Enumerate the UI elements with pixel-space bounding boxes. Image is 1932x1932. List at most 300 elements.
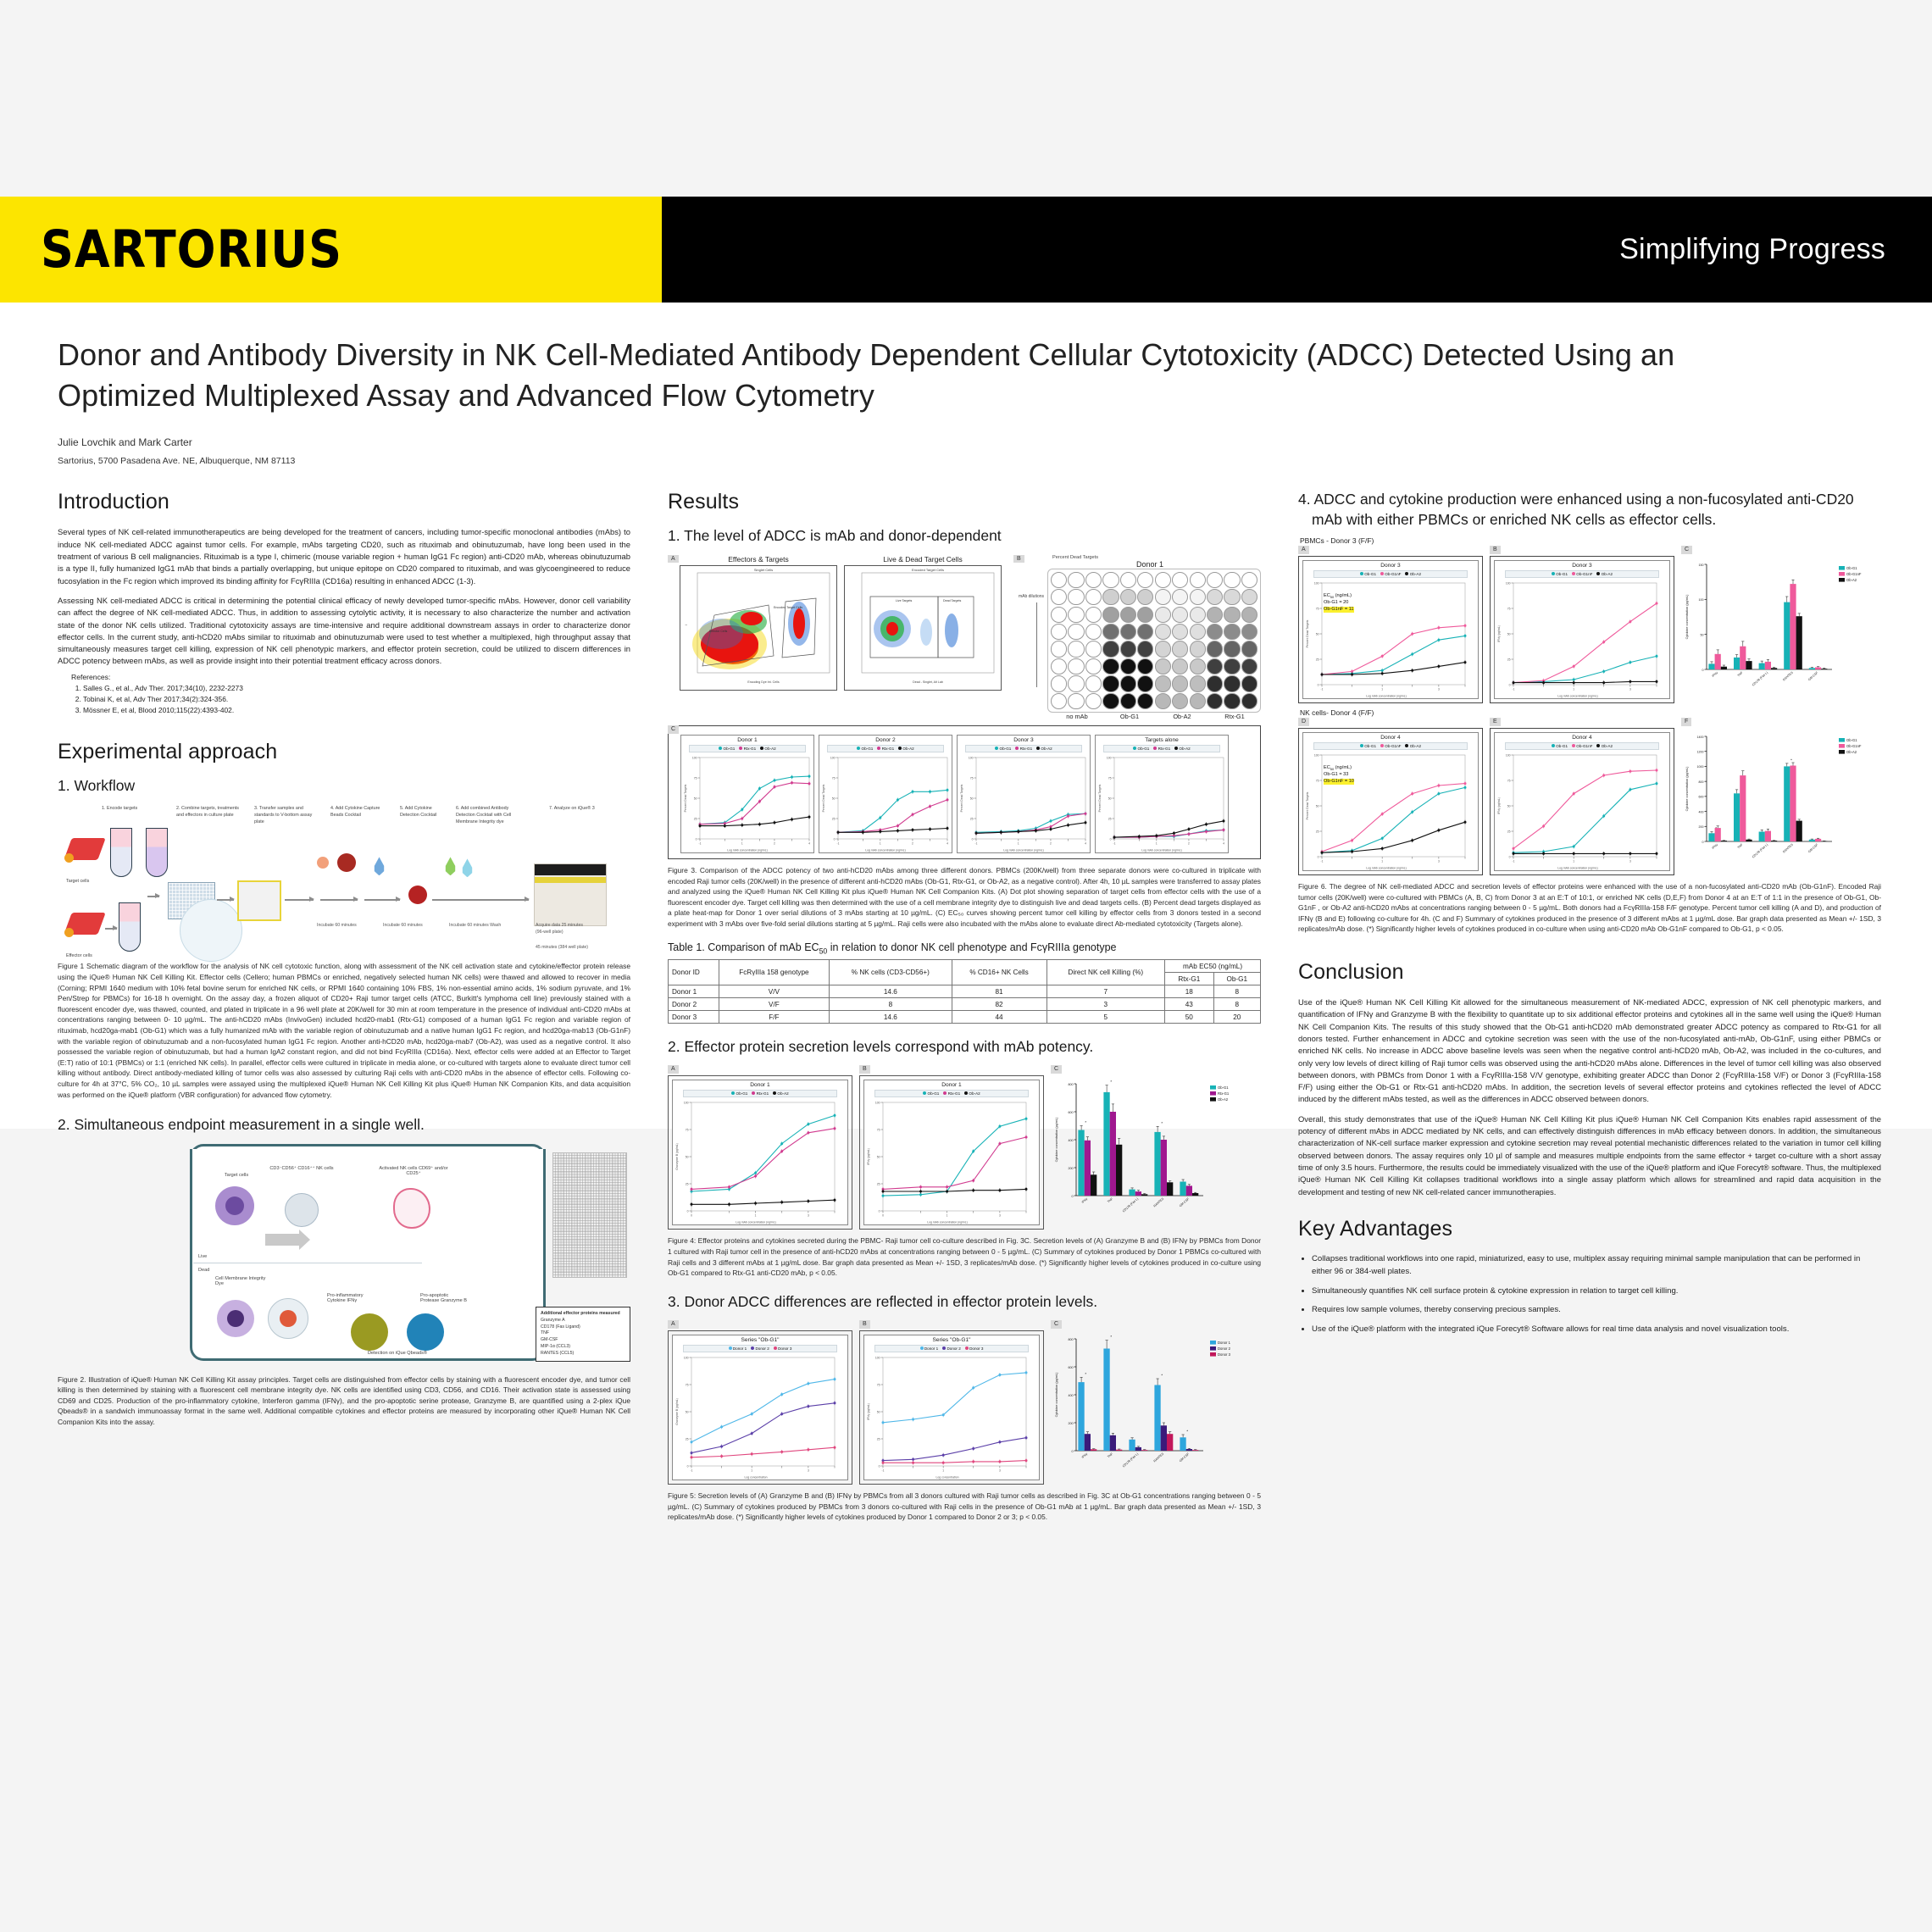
panel-label-b-f4: B: [859, 1065, 870, 1074]
svg-text:Encoded Target Cells: Encoded Target Cells: [912, 567, 944, 572]
svg-text:IFNγ (pg/mL): IFNγ (pg/mL): [867, 1148, 870, 1166]
svg-text:50: 50: [1108, 797, 1112, 801]
svg-text:Singlet Cells: Singlet Cells: [753, 567, 774, 572]
heatmap-well: [1085, 693, 1102, 709]
heatmap-well: [1241, 572, 1257, 588]
conclusion-paragraph-2: Overall, this study demonstrates that use of the iQue® Human NK Cell Killing Kit plus iQue® Human NK Cell Companion Kits enables rapid assessment of the potency of different mAbs in ADCC mediated by NK cells, and can effectively distinguish differences in mAb efficacy between donors. In addition, the simultaneous characterization of NK-cell surface marker expression and cytokine secretion may reveal potential mechanistic differences related to the variation in tumor cell killing observed between donors. The assay requires only 10 µl of sample and measures multiple endpoints from the same effector + target co-culture with a short assay time of only 3.5 hours. Furthermore, the results could be immediately visualized with the use of the iQue® platform and iQue Forecyt® software. Thus, the multiplexed iQue® Human NK Cell Killing Kit collapses traditional workflows into a single assay platform which allows for streamlined and rapid data acquisition in the development and testing of new NK cell-related cancer immunotherapies.: [1298, 1113, 1881, 1196]
legend-entry: Ob-A2: [964, 1091, 980, 1096]
heatmap-well: [1051, 658, 1067, 675]
brand-header: [0, 197, 1932, 303]
svg-text:75: 75: [1315, 779, 1319, 783]
heatmap-well: [1155, 572, 1171, 588]
heatmap-well: [1172, 624, 1188, 640]
svg-text:200: 200: [1698, 825, 1704, 830]
heatmap-col-label: no mAb: [1066, 713, 1088, 721]
figure-6-row-2: [1298, 718, 1881, 875]
svg-text:Ob-A2: Ob-A2: [1846, 750, 1857, 755]
svg-text:1200: 1200: [1696, 750, 1704, 754]
heatmap-well: [1120, 607, 1136, 623]
heatmap-well: [1155, 589, 1171, 605]
heatmap-well: [1224, 658, 1240, 675]
svg-text:IFNγ: IFNγ: [1080, 1452, 1089, 1459]
svg-text:75: 75: [1315, 607, 1319, 611]
svg-text:1: 1: [741, 841, 743, 846]
legend-item: GM-CSF: [541, 1337, 558, 1343]
svg-text:RANTES: RANTES: [1782, 670, 1794, 682]
heatmap-well: [1085, 572, 1102, 588]
heatmap-well: [1207, 675, 1223, 691]
svg-text:Percent Dead Targets: Percent Dead Targets: [1098, 784, 1102, 813]
heatmap-col-label: Ob-A2: [1173, 713, 1191, 721]
panel-label-c-f6: C: [1681, 546, 1692, 554]
figure-4-panel-a: [668, 1065, 852, 1230]
svg-text:CD178 (Fas L): CD178 (Fas L): [1751, 670, 1769, 687]
svg-text:100: 100: [1698, 598, 1704, 602]
intro-paragraph-2: Assessing NK cell-mediated ADCC is critical in determining the potential clinical efficacy of newly developed tumor-specific mAbs. However, donor cell variability can affect the degree of NK cell-mediated ADCC. Thus, in addition to assessing cytolytic activity, it is necessary to also characterize the number and activation state of the donor NK cells utilized. Traditional cytotoxicity assays are time-intensive and require additional downstream assays in order to characterize donor effector cells. In the current study, anti-hCD20 mAbs similar to rituximab and obinutuzumab were used to test whether a multiplexed, high throughput assay that simultaneously measures target cell killing, expression of NK cell phenotypic markers, and effector protein secretion, could be utilized to discern differences in ADCC potency between mAbs, as well as provide insight into their potential treatment efficacy across donors.: [58, 595, 630, 666]
th-genotype: FcRγIIIa 158 genotype: [719, 960, 830, 985]
svg-text:GM-CSF: GM-CSF: [1178, 1197, 1191, 1208]
th-direct-killing: Direct NK cell Killing (%): [1046, 960, 1165, 985]
svg-text:Log mAb concentration (ng/mL): Log mAb concentration (ng/mL): [927, 1220, 968, 1224]
legend-entry: Donor 2: [751, 1346, 769, 1351]
table-cell: 81: [952, 985, 1046, 998]
chart-legend: [1313, 742, 1467, 750]
heatmap-well: [1155, 607, 1171, 623]
svg-text:-1: -1: [1113, 841, 1116, 846]
heatmap-well: [1051, 589, 1067, 605]
line-chart-wrap: [863, 1080, 1040, 1225]
workflow-step-6: 6. Add combined Antibody Detection Cocktail with Cell Membrane Integrity dye: [456, 806, 512, 825]
line-chart-wrap: [672, 1080, 848, 1225]
th-nk-pct: % NK cells (CD3-CD56+): [830, 960, 952, 985]
svg-text:50: 50: [831, 797, 836, 801]
figure-4-row: [668, 1065, 1261, 1230]
svg-text:75: 75: [1108, 776, 1112, 780]
heatmap-well: [1190, 693, 1206, 709]
svg-text:800: 800: [1068, 1337, 1074, 1341]
figure-3c-panel: [1095, 735, 1229, 853]
svg-text:25: 25: [831, 817, 836, 821]
svg-text:CD178 (Fas L): CD178 (Fas L): [1121, 1197, 1140, 1213]
panel-b-toplabel: Percent Dead Targets: [1052, 554, 1099, 560]
heatmap-well: [1102, 589, 1119, 605]
svg-text:100: 100: [683, 1102, 689, 1106]
table-cell: 7: [1046, 985, 1165, 998]
figure-2-assay-principles: [58, 1144, 630, 1368]
culture-dish-icon: [180, 899, 242, 962]
transition-arrow-icon: [265, 1234, 299, 1246]
panel-title: Donor 4: [1572, 735, 1592, 741]
effector-tube-icon: [119, 902, 141, 952]
figure-4-panel-c: [1051, 1065, 1261, 1224]
line-chart-svg: [673, 1097, 839, 1224]
figure-3c-panel: [819, 735, 952, 853]
svg-text:600: 600: [1068, 1365, 1074, 1369]
figure-5b-chart: [859, 1330, 1044, 1485]
table-cell: 14.6: [830, 1011, 952, 1024]
svg-text:I: I: [685, 624, 688, 625]
legend-item: MIP-1α (CCL3): [541, 1343, 570, 1349]
column-results: [668, 490, 1261, 1523]
workflow-step-7: 7. Analyze on iQue® 3: [549, 806, 595, 812]
arrow-icon: [147, 896, 159, 897]
legend-item: CD178 (Fas Ligand): [541, 1324, 580, 1330]
reference-item: 1. Salles G., et al., Adv Ther. 2017;34(10), 2232-2273: [83, 683, 630, 694]
column-conclusion: [1298, 490, 1881, 1523]
svg-text:1: 1: [1573, 859, 1575, 863]
svg-text:GM-CSF: GM-CSF: [1178, 1452, 1191, 1463]
svg-text:100: 100: [1313, 581, 1319, 586]
svg-text:-1: -1: [698, 841, 702, 846]
label-dead: Dead: [198, 1267, 210, 1273]
line-chart-wrap: [1302, 560, 1479, 699]
svg-text:Ob-G1: Ob-G1: [1218, 1085, 1229, 1091]
fig6-row1-label: PBMCs - Donor 3 (F/F): [1300, 536, 1374, 545]
legend-entry: Ob-G1: [1133, 747, 1149, 751]
acquire-note-1: Acquire data 25 minutes (96-well plate): [536, 923, 583, 935]
chart-legend: [683, 1345, 836, 1352]
legend-entry: Rtx-G1: [752, 1091, 769, 1096]
references-list: [71, 683, 630, 716]
brand-yellow-block: [0, 197, 662, 303]
svg-text:Donor 1: Donor 1: [1218, 1341, 1230, 1346]
svg-text:*: *: [1186, 1429, 1189, 1434]
table-cell: 82: [952, 998, 1046, 1011]
bar-chart-wrap: [1681, 728, 1881, 870]
figure-6d-chart: [1298, 728, 1483, 875]
table-1: [668, 959, 1261, 1024]
svg-text:3: 3: [998, 1468, 1001, 1473]
legend-entry: Ob-G1: [1552, 572, 1568, 576]
svg-text:-1: -1: [1320, 687, 1324, 691]
svg-text:0: 0: [882, 1213, 884, 1218]
panel-b-ylabel: mAb dilutions: [1018, 594, 1044, 600]
fig6-row2-label: NK cells- Donor 4 (F/F): [1300, 708, 1374, 717]
svg-text:*: *: [1161, 1373, 1163, 1378]
svg-text:Log mAb concentration (ng/mL): Log mAb concentration (ng/mL): [1366, 694, 1407, 698]
heatmap-well: [1207, 589, 1223, 605]
svg-text:Effector Cells: Effector Cells: [709, 629, 728, 633]
workflow-step-4: 4. Add Cytokine Capture Beads Cocktail: [330, 806, 380, 819]
figure-3c-chart-row: [668, 725, 1261, 859]
svg-text:*: *: [1161, 1121, 1163, 1126]
ec50-header-2: $EC_{50}$ (ng/mL): [1324, 765, 1352, 772]
legend-entry: Ob-G1: [995, 747, 1011, 751]
legend-entry: Rtx-G1: [1153, 747, 1170, 751]
svg-text:2: 2: [774, 841, 775, 846]
panel-label-a-f4: A: [668, 1065, 679, 1074]
arrow-icon: [285, 899, 314, 900]
svg-text:Rtx-G1: Rtx-G1: [1218, 1091, 1230, 1096]
svg-text:50: 50: [1507, 804, 1511, 808]
panel-label-c-f4: C: [1051, 1065, 1062, 1074]
svg-text:100: 100: [874, 1356, 880, 1360]
svg-text:0: 0: [833, 837, 836, 841]
heatmap-well: [1241, 675, 1257, 691]
chart-legend: [874, 1345, 1028, 1352]
figure-5-panel-a: [668, 1320, 852, 1485]
line-chart-svg: [1096, 752, 1228, 852]
svg-text:0: 0: [691, 1213, 692, 1218]
table-cell: 14.6: [830, 985, 952, 998]
target-cell-nucleus: [225, 1196, 244, 1215]
svg-text:25: 25: [685, 1437, 689, 1441]
heatmap-well: [1241, 607, 1257, 623]
svg-text:Cytokine concentration (pg/mL): Cytokine concentration (pg/mL): [1685, 766, 1689, 812]
svg-text:Log mAb concentration (ng/mL): Log mAb concentration (ng/mL): [736, 1220, 776, 1224]
heatmap-well: [1068, 693, 1084, 709]
svg-text:75: 75: [969, 776, 974, 780]
panel-a-title-1: Effectors & Targets: [728, 554, 789, 564]
svg-text:400: 400: [1698, 810, 1704, 814]
table-cell: 50: [1165, 1011, 1214, 1024]
chart-legend: [1505, 742, 1658, 750]
chart-legend: [1313, 570, 1467, 578]
th-cd16-pct: % CD16+ NK Cells: [952, 960, 1046, 985]
figure-6-panel-e: [1490, 718, 1674, 875]
svg-text:GM-CSF: GM-CSF: [1807, 842, 1819, 854]
dead-cell-nucleus: [227, 1310, 244, 1327]
svg-text:100: 100: [683, 1356, 689, 1360]
svg-text:0: 0: [686, 1464, 689, 1468]
figure-6-panel-c: [1681, 546, 1881, 698]
figure-2-caption: Figure 2. Illustration of iQue® Human NK Cell Killing Kit assay principles. Target cells are distinguished from effector cells by staining with a fluorescent encoder dye, and tumor cell killing is then determined by staining with a fluorescent cell membrane integrity dye. NK cells are identified using CD3, CD56, and CD16. Their activation state is assessed using CD69 and CD25. Production of the pro-inflammatory cytokine, Interferon gamma (IFNγ), and the pro-apoptotic serine protease, Granzyme B, are quantified using a 2-plex iQue Qbeads® in a sandwich immunoassay format in the same well. Additional compatible cytokines and effector proteins are measured by incorporating other iQue® Human NK Cell Companion Kits into the assay.: [58, 1374, 630, 1426]
incubation-note-3: Incubate 60 minutes Wash: [449, 923, 502, 929]
svg-text:75: 75: [685, 1383, 689, 1387]
heatmap-well: [1207, 572, 1223, 588]
workflow-step-5: 5. Add Cytokine Detection Cocktail: [400, 806, 437, 819]
key-advantage-item: • Use of the iQue® platform with the integrated iQue Forecyt® Software allows for real time data analysis and novel visualization tools.: [1312, 1324, 1881, 1336]
svg-text:0: 0: [1071, 1195, 1074, 1199]
line-chart-svg: [1495, 750, 1661, 870]
panel-title: Donor 3: [1380, 563, 1401, 569]
reference-item: 2. Tobinai K, et al, Adv Ther 2017;34(2):324-356.: [83, 694, 630, 705]
svg-text:50: 50: [693, 797, 697, 801]
svg-text:IFNγ (pg/mL): IFNγ (pg/mL): [1497, 625, 1501, 642]
legend-entry: Ob-G1: [923, 1091, 939, 1096]
svg-text:25: 25: [969, 817, 974, 821]
heatmap-well: [1224, 624, 1240, 640]
heatmap-well: [1051, 624, 1067, 640]
svg-text:0: 0: [695, 837, 697, 841]
panel-label-a-f6: A: [1298, 546, 1309, 554]
svg-text:0: 0: [1508, 683, 1511, 687]
heatmap-well: [1190, 607, 1206, 623]
svg-text:25: 25: [1315, 658, 1319, 662]
panel-title: Donor 1: [750, 1082, 770, 1089]
heatmap-well: [1241, 589, 1257, 605]
table-cell: Donor 3: [669, 1011, 719, 1024]
svg-text:3: 3: [998, 1213, 1001, 1218]
heatmap-well: [1068, 607, 1084, 623]
workflow-step-3: 3. Transfer samples and standards to V-bottom assay plate: [254, 806, 313, 825]
svg-text:Cytokine concentration (pg/mL): Cytokine concentration (pg/mL): [1685, 594, 1689, 640]
bar-chart-svg: [1681, 556, 1881, 698]
table-header-row: [669, 960, 1261, 973]
heatmap-well: [1102, 572, 1119, 588]
heatmap-well: [1224, 675, 1240, 691]
heatmap-well: [1068, 572, 1084, 588]
key-advantage-item: • Simultaneously quantifies NK cell surface protein & cytokine expression in relation to target cell killing.: [1312, 1285, 1881, 1298]
heatmap-well: [1120, 675, 1136, 691]
svg-text:*: *: [1110, 1080, 1113, 1085]
intro-paragraph-1: Several types of NK cell-related immunotherapeutics are being developed for the treatment of cancers, including tumor-specific monoclonal antibodies (mAbs) to induce NK cell-mediated ADCC against tumor cells. For example, mAbs targeting CD20, such as rituximab and obinutuzumab, have long been used in the treatment of various B cell malignancies. Rituximab is a type I, chimeric (mouse variable region + human IgG1 Fc region) anti-CD20 mAb, whereas obinutuzumab is a type II, fully humanized IgG1 mAb that binds a partially overlapping, but unique epitope on CD20 compared to rituximab, and was glycoengineered to reduce fucosylation in the Fc region which improved its binding affinity for FcγRIIIa (CD16a) resulting in enhanced ADCC (1-3).: [58, 527, 630, 586]
legend-entry: Ob-A2: [1036, 747, 1052, 751]
svg-text:50: 50: [685, 1156, 689, 1160]
dilution-arrow: [1036, 602, 1037, 687]
figure-5-row: [668, 1320, 1261, 1485]
heatmap-well: [1190, 589, 1206, 605]
panel-title: Donor 2: [875, 737, 896, 744]
subheading-workflow: 1. Workflow: [58, 777, 136, 795]
column-introduction: [58, 490, 630, 1523]
chart-legend: [874, 1090, 1028, 1097]
svg-text:25: 25: [1507, 658, 1511, 662]
svg-text:Log concentration: Log concentration: [935, 1475, 959, 1480]
svg-text:2: 2: [912, 841, 913, 846]
heatmap-well: [1102, 693, 1119, 709]
svg-text:0: 0: [1317, 855, 1319, 859]
heatmap-well: [1224, 572, 1240, 588]
legend-entry: Ob-A2: [898, 747, 914, 751]
svg-text:Log mAb concentration (ng/mL): Log mAb concentration (ng/mL): [1003, 848, 1044, 852]
legend-entry: Rtx-G1: [739, 747, 756, 751]
svg-text:100: 100: [1313, 753, 1319, 758]
heatmap-grid: [1051, 572, 1257, 709]
heading-conclusion: Conclusion: [1298, 960, 1404, 985]
heading-key-advantages: Key Advantages: [1298, 1216, 1453, 1241]
svg-text:75: 75: [693, 776, 697, 780]
heatmap-well: [1155, 641, 1171, 657]
heatmap-well: [1137, 675, 1153, 691]
heatmap-well: [1190, 572, 1206, 588]
line-chart-svg: [673, 1352, 839, 1480]
affiliation: Sartorius, 5700 Pasadena Ave. NE, Albuquerque, NM 87113: [58, 456, 296, 467]
heatmap-well: [1102, 607, 1119, 623]
authors: Julie Lovchik and Mark Carter: [58, 436, 192, 449]
legend-entry: Ob-G1: [1360, 572, 1376, 576]
incubation-note-1: Incubate 60 minutes: [317, 923, 357, 929]
figure-6f-chart: [1681, 728, 1881, 870]
figure-6b-chart: [1490, 556, 1674, 703]
panel-label-b: B: [1013, 555, 1024, 564]
workflow-step-2: 2. Combine targets, treatments and effectors in culture plate: [176, 806, 240, 819]
line-chart-wrap: [863, 1335, 1040, 1480]
key-advantage-item: • Collapses traditional workflows into one rapid, miniaturized, easy to use, multiplex assay requiring minimal sample manipulation that can be performed in either 96 or 384-well plates.: [1312, 1253, 1881, 1279]
svg-text:Granzyme B (pg/mL): Granzyme B (pg/mL): [675, 1398, 679, 1425]
ec50-obg1nf-2: Ob-G1nF = 10: [1324, 778, 1354, 784]
figure-4-caption: Figure 4: Effector proteins and cytokines secreted during the PBMC- Raji tumor cell co-culture described in Fig. 3C. Secretion levels of (A) Granzyme B and (B) IFNγ by PBMCs from Donor 1 cultured with Raji tumor cell in the presence of anti-hCD20 mAbs at concentrations ranging between 0 - 5 µg/mL. (C) Summary of cytokines produced by Donor 1 PBMCs co-cultured with Raji cells and 3 different mAbs at 1 µg/mL dose. Bar graph data presented as Mean +/- 1SD, 3 replicates/mAb dose. (*) Significantly higher levels of cytokines produced in co-culture using Ob-G1 compared to Rtx-G1 anti-CD20 mAb, p < 0.05.: [668, 1236, 1261, 1278]
svg-text:4: 4: [808, 841, 810, 846]
poster-columns: [0, 466, 1932, 1523]
svg-text:0: 0: [1702, 840, 1704, 844]
svg-text:IFNγ (pg/mL): IFNγ (pg/mL): [1497, 797, 1501, 814]
arrow-icon: [432, 899, 529, 900]
svg-text:75: 75: [685, 1129, 689, 1133]
svg-text:-1: -1: [881, 1468, 885, 1473]
legend-entry: Ob-A2: [1405, 572, 1421, 576]
line-chart-svg: [681, 752, 813, 852]
heading-results: Results: [668, 490, 740, 514]
heatmap-well: [1207, 693, 1223, 709]
references-block: [71, 672, 630, 716]
svg-text:1400: 1400: [1696, 735, 1704, 739]
svg-text:1: 1: [1017, 841, 1019, 846]
svg-text:TNF: TNF: [1107, 1452, 1114, 1459]
svg-text:IFNγ: IFNγ: [1711, 842, 1718, 850]
v-bottom-assay-plate-icon: [237, 880, 281, 921]
svg-text:25: 25: [685, 1183, 689, 1187]
heatmap-well: [1224, 589, 1240, 605]
arrow-icon: [217, 899, 234, 900]
table-caption-post: in relation to donor NK cell phenotype and FcγRIIIa genotype: [827, 941, 1117, 953]
heatmap-well: [1172, 641, 1188, 657]
svg-text:TNF: TNF: [1736, 842, 1744, 850]
heatmap-well: [1051, 675, 1067, 691]
svg-text:IFNγ: IFNγ: [1711, 670, 1718, 678]
svg-text:25: 25: [693, 817, 697, 821]
activated-nk-cell-illustration: [393, 1188, 430, 1229]
svg-text:RANTES: RANTES: [1152, 1197, 1165, 1208]
heatmap-well: [1241, 658, 1257, 675]
svg-text:50: 50: [1315, 632, 1319, 636]
label-nk-cells-f2: CD3⁻CD56⁺ CD16⁺⁺ NK cells: [269, 1165, 334, 1171]
figure-1-caption: Figure 1 Schematic diagram of the workflow for the analysis of NK cell cytotoxic function, along with assessment of the NK cell activation state and cytokine/effector protein release using the iQue® Human NK Cell Killing Kit. Effector cells (Cellero; human PBMCs or enriched, negatively selected human NK cells) were thawed and allowed to recover in media (Corning; RPMI 1640 medium with 10% fetal bovine serum for enriched NK cells, or RPMI 1640 containing 10% FBS, 1% non-essential amino acids, 1% sodium pyruvate, and 1% Pen/Strep for PBMCs) for 16-18 h overnight. On the assay day, a frozen aliquot of CD20+ Raji tumor target cells (ATCC, Burkitt's lymphoma cell line) previously stained with a fluorescent encoder dye, was thawed, counted, and plated in triplicate in a 96 well plate at 20K/well for 30 min at room temperature in the presence of individual anti-CD20 mAbs at concentrations ranging between 0- 10 µg/mL. The anti-hCD20 mAbs (InvivoGen) included hcd20-mab1 (Rtx-G1) composed of a human IgG1 Fc region and variable region of rituximab, hcd20ga-mab1 (Ob-G1) which was a fully humanized mAb with the variable region of obinutuzumab and a native human IgG1 Fc region, and hcd20ga-mab13 (Ob-G1nF) with the variable region of obinutuzumab and a non-fucosylated human IgG1 Fc region. Another anti-hCD20 mAb, hcd20ga-mab7 (Ob-A2), was used as a negative control. It also possessed the variable region of obinutuzumab, but had a human IgA2 constant region, and did not bind FcγRIIIa (CD16a). Next, effector cells were added at an Effector to Target (E:T) ratio of 10:1 (PBMCs) or 1:1 (enriched NK cells). In parallel, effector cells were cultured in triplicate in media alone, or co-cultured with targets alone to evaluate direct tumor cell killing without antibody. Direct antibody-mediated killing of tumor cells was also assessed by culturing Raji cells with anti-CD20 mAbs in the absence of effector cells. Following co-culture for 4h at 37°C, 5% CO₂, 10 µL samples were assayed using the multiplexed iQue® Human NK Cell Killing Kit plus iQue® Human NK Companion Kits, and data acquisition was performed on the iQue® platform (VBR configuration) for advanced flow cytometry.: [58, 962, 630, 1099]
svg-text:1: 1: [1381, 859, 1384, 863]
figure-5-caption: Figure 5: Secretion levels of (A) Granzyme B and (B) IFNγ by PBMCs from all 3 donors cultured with Raji tumor cells as described in Fig. 3C at Ob-G1 concentrations ranging between 0 - 5 µg/mL. (C) Summary of cytokines produced by PBMCs from 3 donors co-cultured with Raji cells in the presence of Ob-G1 mAb at 1 µg/mL. Bar graph data presented as Mean +/- 1SD, 3 replicates/mAb dose. (*) Significantly higher levels of cytokines produced by Donor 1 compared to Donor 2 or 3; p < 0.05.: [668, 1491, 1261, 1522]
figure-3-top-row: [668, 555, 1261, 720]
heatmap-well: [1137, 658, 1153, 675]
line-chart-svg: [864, 1352, 1030, 1480]
svg-text:Cytokine concentration (pg/mL): Cytokine concentration (pg/mL): [1055, 1118, 1058, 1163]
heatmap-well: [1068, 675, 1084, 691]
legend-entry: Rtx-G1: [1015, 747, 1032, 751]
dotplot-svg-1: [680, 566, 836, 690]
legend-entry: Ob-A2: [1174, 747, 1191, 751]
svg-text:CD178 (Fas L): CD178 (Fas L): [1121, 1452, 1140, 1468]
heatmap-well: [1190, 624, 1206, 640]
table-cell: 20: [1213, 1011, 1260, 1024]
table-cell: V/F: [719, 998, 830, 1011]
heatmap-well: [1172, 675, 1188, 691]
figure-3-caption: Figure 3. Comparison of the ADCC potency of two anti-hCD20 mAbs among three different donors. PBMCs (200K/well) from three separate donors were co-cultured in triplicate with encoded Raji tumor cells (20K/well) in the presence of different anti-hCD20 mAbs (Ob-G1, Rtx-G1, or Ob-A2, as a negative control). After 4h, 10 µL samples were transferred to assay plates and analyzed using the iQue® Human NK Cell Killing Kit plus iQue® Human NK Cell Companion Kits. (A) Dot plot showing separation of target cells from effector cells with the use of a fluorescent encoder dye. Target cell killing was then determined with the use of a cell membrane integrity dye to distinguish live and dead targets cells. (B) Percent dead targets displayed as a plate heat-map for Donor 1 over serial dilutions of 3 mAbs starting at 10 µg/mL. (C) EC₅₀ curves showing percent tumor cell killing by effector cells from 3 donors tested in a second experiment with 3 mAbs over five-fold serial dilutions starting at 5 µg/mL. Raji cells were also incubated with the mAbs alone to evaluate direct Ab-mediated cytotoxicity (Targets alone).: [668, 866, 1261, 929]
heatmap-well: [1172, 589, 1188, 605]
figure-6c-chart: [1681, 556, 1881, 698]
svg-text:Encoded Target Cells: Encoded Target Cells: [774, 605, 803, 609]
svg-text:CD178 (Fas L): CD178 (Fas L): [1751, 842, 1769, 859]
line-chart-svg: [958, 752, 1090, 852]
bar-chart-svg: [1051, 1330, 1252, 1480]
subheading-result-4: 4. ADCC and cytokine production were enhanced using a non-fucosylated anti-CD20 mAb with either PBMCs or enriched NK cells as effector cells.: [1298, 491, 1854, 528]
panel-title: Donor 3: [1572, 563, 1592, 569]
svg-text:-1: -1: [1512, 859, 1515, 863]
svg-text:75: 75: [1507, 779, 1511, 783]
key-advantage-item: • Requires low sample volumes, thereby conserving precious samples.: [1312, 1304, 1881, 1317]
figure-4c-chart: [1051, 1075, 1261, 1224]
heatmap-well: [1120, 693, 1136, 709]
svg-text:4: 4: [1223, 841, 1224, 846]
svg-text:Cytokine concentration (pg/mL): Cytokine concentration (pg/mL): [1055, 1372, 1058, 1418]
heatmap-well: [1068, 589, 1084, 605]
figure-5c-chart: [1051, 1330, 1261, 1480]
panel-label-a: A: [668, 555, 679, 564]
svg-text:4: 4: [1085, 841, 1086, 846]
svg-text:-1: -1: [974, 841, 978, 846]
panel-title: Series "Ob-G1": [741, 1337, 780, 1344]
table-row: [669, 998, 1261, 1011]
qbead-cytokine-icon: [351, 1313, 388, 1351]
heatmap-well: [1120, 572, 1136, 588]
